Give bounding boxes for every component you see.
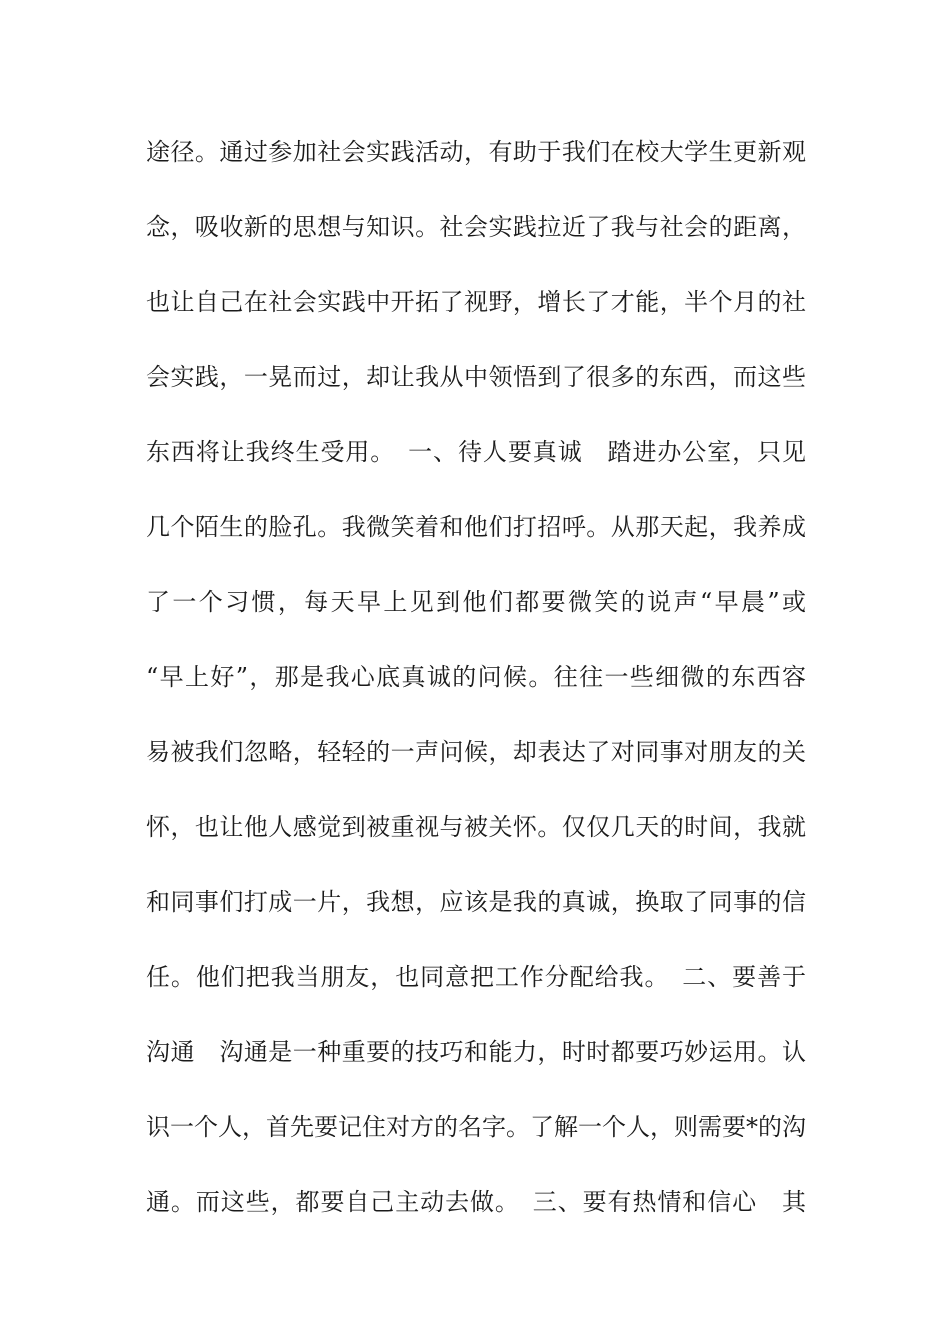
text-line: 怀，也让他人感觉到被重视与被关怀。仅仅几天的时间，我就	[146, 813, 806, 841]
text-line: 也让自己在社会实践中开拓了视野，增长了才能，半个月的社	[146, 288, 806, 316]
text-line: 通。而这些，都要自己主动去做。 三、要有热情和信心 其	[146, 1188, 806, 1216]
text-line: 和同事们打成一片，我想，应该是我的真诚，换取了同事的信	[146, 888, 806, 916]
text-line: 了一个习惯，每天早上见到他们都要微笑的说声“早晨”或	[146, 588, 806, 616]
text-line: “早上好”，那是我心底真诚的问候。往往一些细微的东西容	[146, 663, 806, 691]
text-line: 几个陌生的脸孔。我微笑着和他们打招呼。从那天起，我养成	[146, 513, 806, 541]
text-line: 东西将让我终生受用。 一、待人要真诚 踏进办公室，只见	[146, 438, 806, 466]
text-line: 任。他们把我当朋友，也同意把工作分配给我。 二、要善于	[146, 963, 806, 991]
body-text	[146, 128, 806, 1253]
text-line: 识一个人，首先要记住对方的名字。了解一个人，则需要*的沟	[146, 1113, 806, 1141]
text-line: 易被我们忽略，轻轻的一声问候，却表达了对同事对朋友的关	[146, 738, 806, 766]
text-line: 会实践，一晃而过，却让我从中领悟到了很多的东西，而这些	[146, 363, 806, 391]
text-line: 途径。通过参加社会实践活动，有助于我们在校大学生更新观	[146, 138, 806, 166]
text-line: 念，吸收新的思想与知识。社会实践拉近了我与社会的距离，	[146, 213, 806, 241]
text-line: 沟通 沟通是一种重要的技巧和能力，时时都要巧妙运用。认	[146, 1038, 806, 1066]
